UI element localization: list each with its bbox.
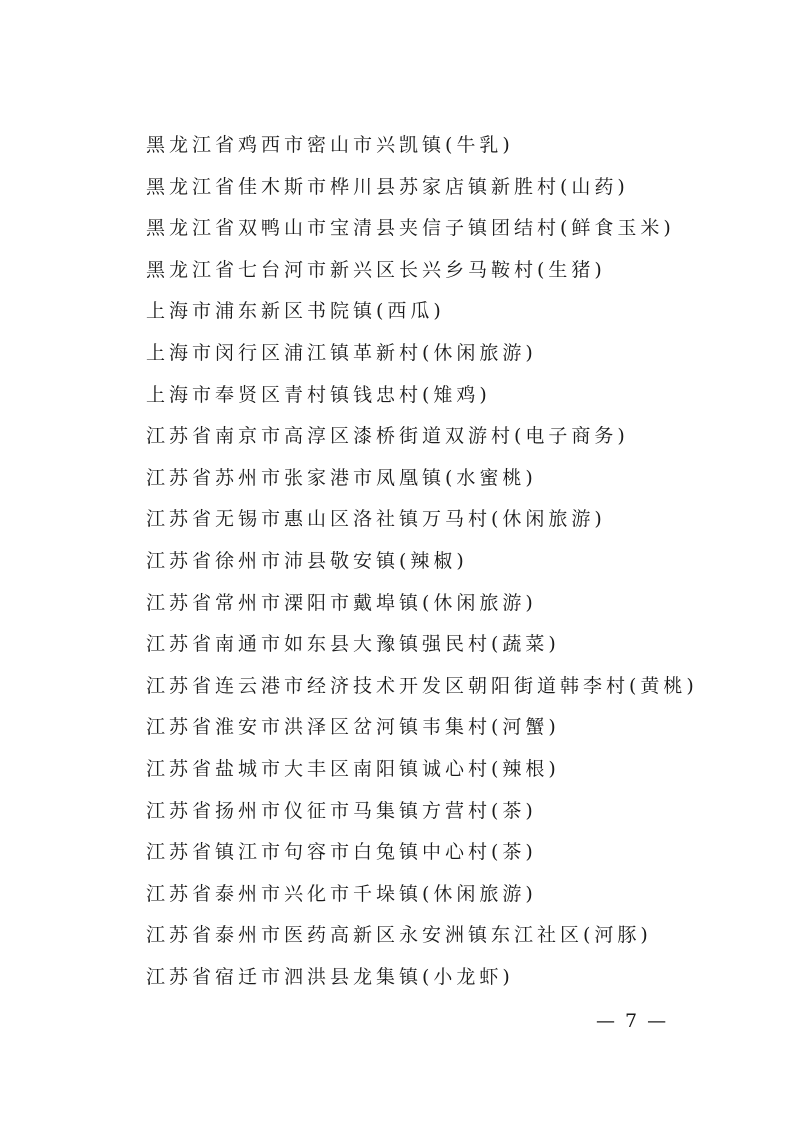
list-item: 江苏省连云港市经济技术开发区朝阳街道韩李村(黄桃) <box>146 674 698 697</box>
list-item: 江苏省徐州市沛县敬安镇(辣椒) <box>146 549 468 572</box>
list-item: 江苏省无锡市惠山区洛社镇万马村(休闲旅游) <box>146 508 606 531</box>
list-item: 黑龙江省七台河市新兴区长兴乡马鞍村(生猪) <box>146 258 606 281</box>
town-village-list <box>146 130 746 1003</box>
list-item: 黑龙江省佳木斯市桦川县苏家店镇新胜村(山药) <box>146 175 629 198</box>
list-item: 江苏省泰州市兴化市千垛镇(休闲旅游) <box>146 882 537 905</box>
list-item: 黑龙江省鸡西市密山市兴凯镇(牛乳) <box>146 134 514 156</box>
list-item: 江苏省苏州市张家港市凤凰镇(水蜜桃) <box>146 466 537 489</box>
list-item: 江苏省泰州市医药高新区永安洲镇东江社区(河豚) <box>146 924 652 947</box>
list-item: 江苏省宿迁市泗洪县龙集镇(小龙虾) <box>146 965 514 988</box>
list-item: 上海市闵行区浦江镇革新村(休闲旅游) <box>146 341 537 364</box>
list-item: 江苏省扬州市仪征市马集镇方营村(茶) <box>146 799 537 822</box>
list-item: 上海市奉贤区青村镇钱忠村(雉鸡) <box>146 383 491 406</box>
list-item: 上海市浦东新区书院镇(西瓜) <box>146 300 445 323</box>
list-item: 黑龙江省双鸭山市宝清县夹信子镇团结村(鲜食玉米) <box>146 217 675 240</box>
page-number: — 7 — <box>596 1010 669 1032</box>
list-item: 江苏省盐城市大丰区南阳镇诚心村(辣根) <box>146 757 560 780</box>
list-item: 江苏省镇江市句容市白兔镇中心村(茶) <box>146 841 537 864</box>
list-item: 江苏省南通市如东县大豫镇强民村(蔬菜) <box>146 633 560 656</box>
list-item: 江苏省常州市溧阳市戴埠镇(休闲旅游) <box>146 591 537 614</box>
list-item: 江苏省淮安市洪泽区岔河镇韦集村(河蟹) <box>146 716 560 739</box>
list-item: 江苏省南京市高淳区漆桥街道双游村(电子商务) <box>146 425 629 448</box>
